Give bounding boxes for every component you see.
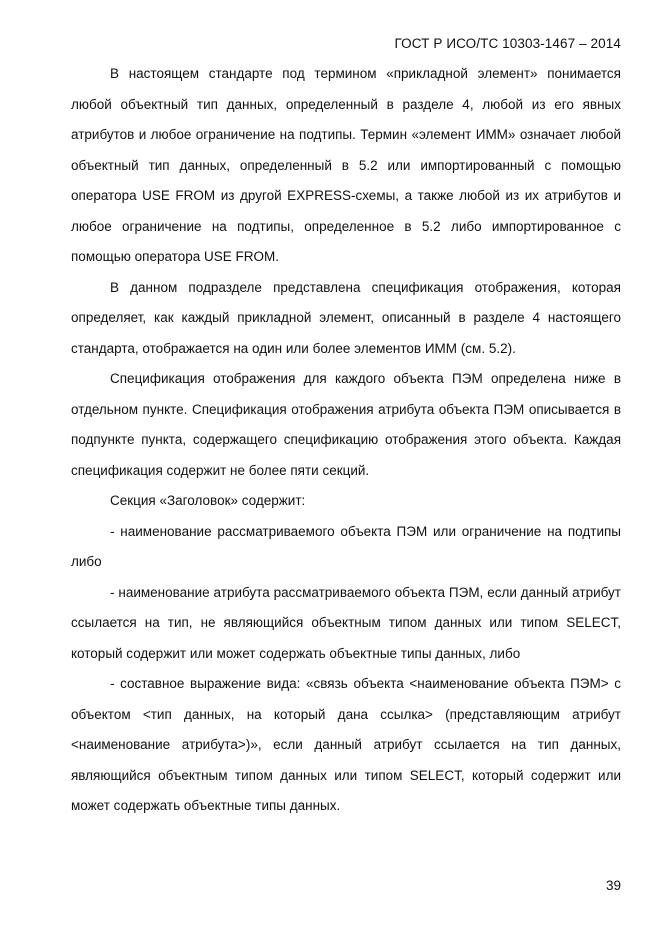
- paragraph-mapping-spec: В данном подразделе представлена спецификация отображения, которая определяет, как каждый прикладной элемент, описанный в разделе 4 настоящего стандарта, отображается на один или более элементов ИММ (см. 5.2).: [71, 279, 621, 356]
- paragraph-mapping-sections: Спецификация отображения для каждого объекта ПЭМ определена ниже в отдельном пункте. Спецификация отображения атрибута объекта ПЭМ описывается в подпункте пункта, содержащего спецификацию отображения этого объекта. Каждая спецификация содержит не более пяти секций.: [71, 371, 621, 478]
- list-item-compound-expression: - составное выражение вида: «связь объекта <наименование объекта ПЭМ> с объектом <тип данных, на который дана ссылка> (представляющим атрибут <наименование атрибута>)», если данный атрибут ссылается на тип данных, являющийся объектным типом данных или типом SELECT, который содержит или может содержать объектные типы данных.: [71, 676, 621, 813]
- standard-header: ГОСТ Р ИСО/ТС 10303-1467 – 2014: [394, 36, 621, 51]
- list-item-object-name: - наименование рассматриваемого объекта ПЭМ или ограничение на подтипы либо: [71, 523, 621, 569]
- page-number: 39: [605, 878, 621, 893]
- paragraph-header-section: Секция «Заголовок» содержит:: [110, 493, 306, 508]
- body-text: [71, 59, 621, 822]
- list-item-attribute-name: - наименование атрибута рассматриваемого объекта ПЭМ, если данный атрибут ссылается на тип, не являющийся объектным типом данных или типом SELECT, который содержит или может содержать объектные типы данных, либо: [71, 584, 621, 661]
- paragraph-terms: В настоящем стандарте под термином «прикладной элемент» понимается любой объектный тип данных, определенный в разделе 4, любой из его явных атрибутов и любое ограничение на подтипы. Термин «элемент ИММ» означает любой объектный тип данных, определенный в 5.2 или импортированный с помощью оператора USE FROM из другой EXPRESS-схемы, а также любой из их атрибутов и любое ограничение на подтипы, определенное в 5.2 либо импортированное с помощью оператора USE FROM.: [71, 66, 621, 264]
